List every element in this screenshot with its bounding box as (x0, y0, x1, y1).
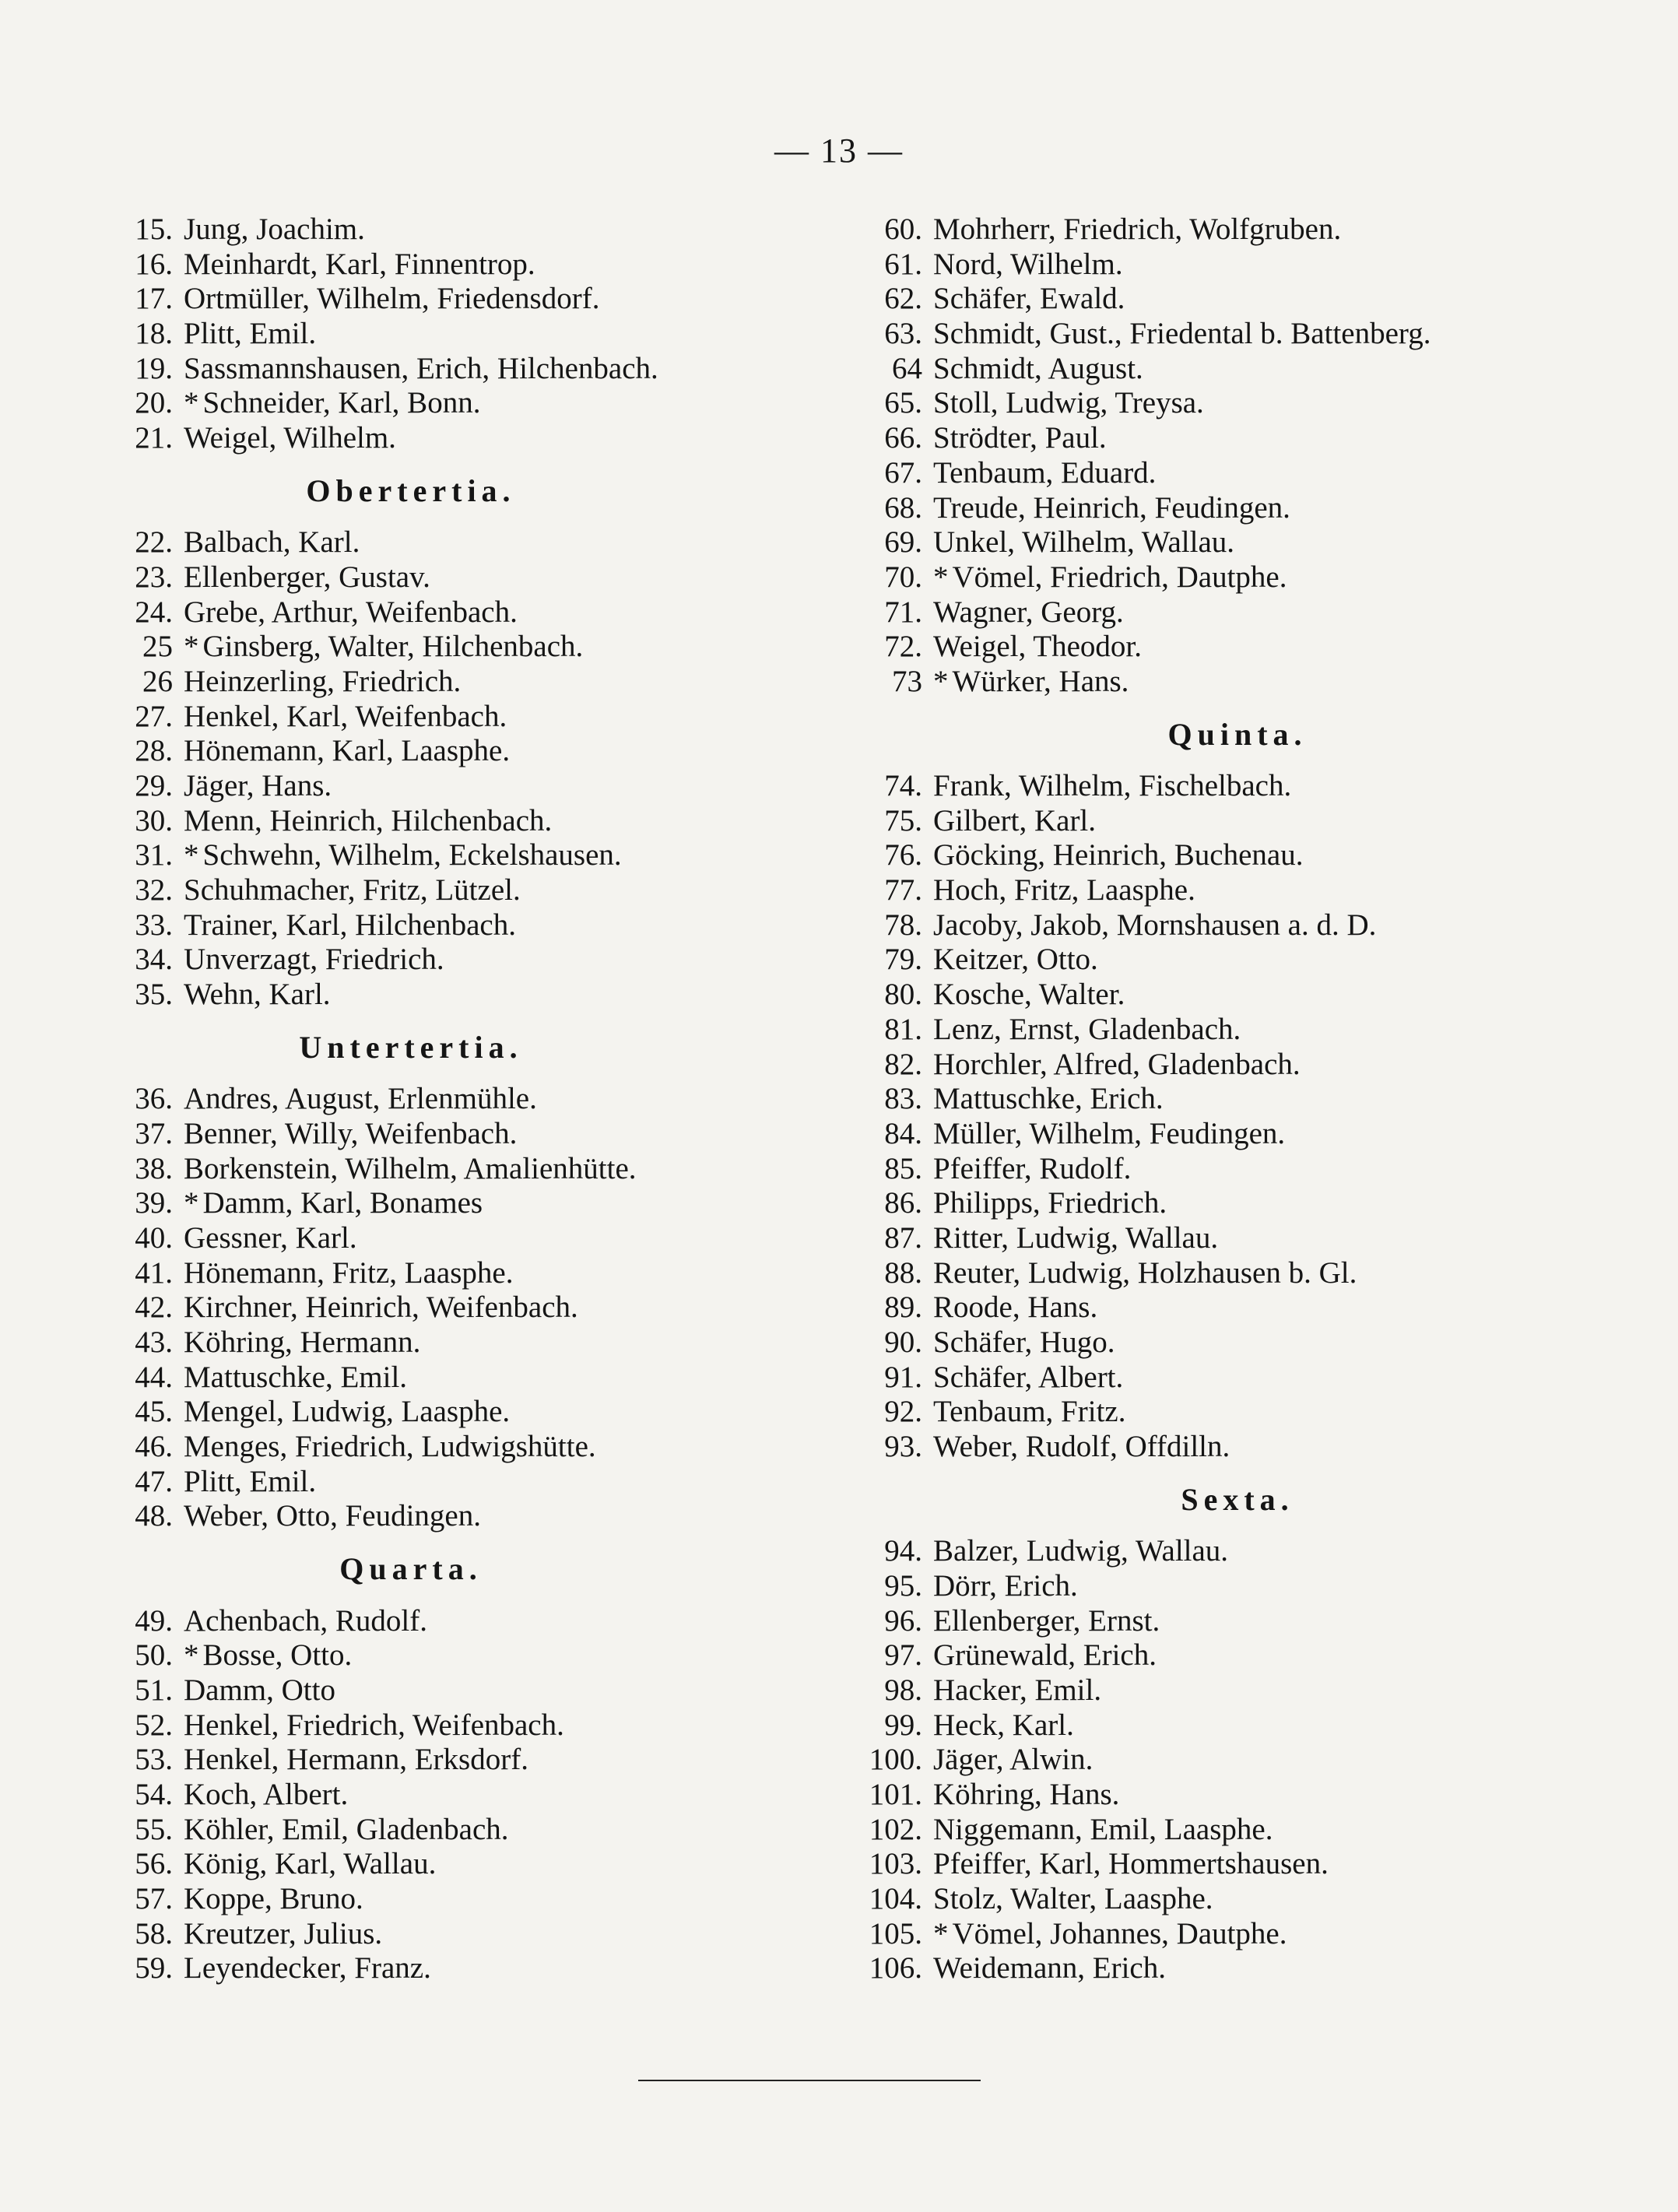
entry-number: 45. (135, 1395, 173, 1429)
student-entry (107, 1221, 746, 1256)
entry-number: 56. (135, 1847, 173, 1881)
entry-number: 64 (892, 351, 922, 385)
entry-number: 78. (884, 908, 922, 942)
student-entry (107, 525, 746, 560)
student-entry (844, 595, 1631, 630)
student-entry (844, 1395, 1631, 1430)
student-name: Wagner, Georg. (933, 595, 1124, 629)
entry-number: 93. (884, 1430, 922, 1464)
entry-number: 47. (135, 1464, 173, 1498)
entry-number: 74. (884, 769, 922, 803)
student-entry (107, 352, 746, 387)
entry-number: 94. (884, 1534, 922, 1568)
student-name: Bosse, Otto. (202, 1638, 353, 1673)
student-name: Kirchner, Heinrich, Weifenbach. (184, 1290, 578, 1325)
student-entry (107, 1256, 746, 1291)
student-name: Ellenberger, Ernst. (933, 1603, 1160, 1638)
entry-number: 98. (884, 1673, 922, 1707)
entry-number: 61. (884, 247, 922, 281)
entry-number: 25 (142, 630, 173, 664)
student-entry (107, 1465, 746, 1500)
student-entry (844, 1917, 1631, 1952)
entry-number: 65. (884, 386, 922, 420)
student-name: Heck, Karl. (933, 1708, 1074, 1742)
asterisk-mark: * (933, 560, 949, 594)
entry-number: 32. (135, 873, 173, 908)
student-entry (107, 1813, 746, 1848)
student-entry (844, 908, 1631, 943)
asterisk-mark: * (184, 630, 199, 664)
student-name: Schäfer, Hugo. (933, 1325, 1115, 1360)
asterisk-mark: * (184, 1638, 199, 1673)
student-entry (844, 1221, 1631, 1256)
student-name: Weigel, Theodor. (933, 630, 1142, 664)
student-name: Müller, Wilhelm, Feudingen. (933, 1116, 1286, 1150)
student-name: Schneider, Karl, Bonn. (202, 386, 481, 420)
student-entry (107, 1743, 746, 1778)
student-name: Mattuschke, Erich. (933, 1082, 1164, 1116)
entry-number: 81. (884, 1012, 922, 1046)
student-name: Andres, August, Erlenmühle. (184, 1082, 537, 1116)
student-entry (107, 1951, 746, 1986)
student-entry (107, 978, 746, 1013)
entry-number: 34. (135, 943, 173, 977)
entry-number: 52. (135, 1708, 173, 1742)
student-entry (107, 908, 746, 943)
student-entry (844, 1673, 1631, 1708)
student-name: Tenbaum, Eduard. (933, 455, 1157, 490)
student-entry (107, 386, 746, 421)
entry-number: 82. (884, 1047, 922, 1081)
student-entry (844, 804, 1631, 839)
entry-number: 63. (884, 317, 922, 351)
student-entry (844, 1569, 1631, 1604)
student-name: Mohrherr, Friedrich, Wolfgruben. (933, 212, 1342, 246)
entry-number: 31. (135, 838, 173, 873)
student-name: Weber, Rudolf, Offdilln. (933, 1430, 1230, 1464)
student-entry (844, 491, 1631, 526)
entry-number: 35. (135, 978, 173, 1012)
student-name: Vömel, Johannes, Dautphe. (952, 1916, 1287, 1950)
student-entry (844, 1951, 1631, 1986)
class-heading: Sexta. (1181, 1481, 1294, 1517)
entry-number: 41. (135, 1255, 173, 1290)
entry-number: 69. (884, 525, 922, 560)
entry-number: 19. (135, 351, 173, 385)
student-entry (107, 1847, 746, 1882)
entry-number: 50. (135, 1638, 173, 1673)
student-entry (107, 212, 746, 248)
student-entry (107, 595, 746, 630)
student-name: Göcking, Heinrich, Buchenau. (933, 838, 1304, 873)
entry-number: 97. (884, 1638, 922, 1673)
page-number: — 13 — (774, 132, 904, 170)
student-name: Hönemann, Karl, Laasphe. (184, 734, 511, 768)
entry-number: 27. (135, 699, 173, 733)
student-entry (844, 1778, 1631, 1813)
entry-number: 40. (135, 1220, 173, 1255)
student-name: Grebe, Arthur, Weifenbach. (184, 595, 518, 629)
student-name: Henkel, Friedrich, Weifenbach. (184, 1708, 564, 1742)
student-name: Sassmannshausen, Erich, Hilchenbach. (184, 351, 658, 385)
student-name: Lenz, Ernst, Gladenbach. (933, 1012, 1241, 1046)
student-name: Koppe, Bruno. (184, 1882, 363, 1916)
asterisk-mark: * (184, 838, 199, 873)
entry-number: 33. (135, 908, 173, 942)
student-entry (107, 734, 746, 769)
student-name: Balbach, Karl. (184, 525, 360, 560)
entry-number: 16. (135, 247, 173, 281)
student-name: Weber, Otto, Feudingen. (184, 1499, 481, 1533)
student-entry (844, 1290, 1631, 1325)
asterisk-mark: * (933, 664, 949, 698)
student-name: Gessner, Karl. (184, 1220, 357, 1255)
student-entry (844, 1813, 1631, 1848)
class-heading: Untertertia. (299, 1029, 523, 1065)
student-name: Menges, Friedrich, Ludwigshütte. (184, 1430, 596, 1464)
entry-number: 46. (135, 1430, 173, 1464)
asterisk-mark: * (184, 386, 199, 420)
entry-number: 92. (884, 1395, 922, 1429)
entry-number: 39. (135, 1186, 173, 1220)
entry-number: 28. (135, 734, 173, 768)
student-entry (107, 1638, 746, 1673)
student-name: Unkel, Wilhelm, Wallau. (933, 525, 1235, 560)
student-entry (844, 282, 1631, 317)
entry-number: 80. (884, 978, 922, 1012)
student-entry (107, 1395, 746, 1430)
student-name: Tenbaum, Fritz. (933, 1395, 1126, 1429)
student-name: Horchler, Alfred, Gladenbach. (933, 1047, 1301, 1081)
student-entry (844, 1186, 1631, 1221)
entry-number: 20. (135, 386, 173, 420)
student-name: Ortmüller, Wilhelm, Friedensdorf. (184, 282, 600, 316)
student-name: Meinhardt, Karl, Finnentrop. (184, 247, 535, 281)
student-entry (107, 248, 746, 283)
entry-number: 22. (135, 525, 173, 560)
entry-number: 70. (884, 560, 922, 594)
entry-number: 101. (869, 1777, 922, 1811)
student-entry (844, 212, 1631, 248)
student-name: Kreutzer, Julius. (184, 1916, 383, 1950)
student-name: Trainer, Karl, Hilchenbach. (184, 908, 516, 942)
entry-number: 43. (135, 1325, 173, 1360)
entry-number: 100. (869, 1743, 922, 1777)
student-entry (844, 1847, 1631, 1882)
entry-number: 75. (884, 803, 922, 837)
entry-number: 54. (135, 1777, 173, 1811)
asterisk-mark: * (184, 1186, 199, 1220)
student-name: Hacker, Emil. (933, 1673, 1102, 1707)
student-entry (107, 873, 746, 908)
student-name: Gilbert, Karl. (933, 803, 1097, 837)
class-heading: Quinta. (1167, 716, 1308, 752)
student-name: Mengel, Ludwig, Laasphe. (184, 1395, 511, 1429)
entry-number: 95. (884, 1568, 922, 1603)
student-name: Borkenstein, Wilhelm, Amalienhütte. (184, 1151, 637, 1185)
student-name: Stoll, Ludwig, Treysa. (933, 386, 1204, 420)
student-name: Schuhmacher, Fritz, Lützel. (184, 873, 521, 908)
student-name: Jacoby, Jakob, Mornshausen a. d. D. (933, 908, 1377, 942)
entry-number: 96. (884, 1603, 922, 1638)
student-entry (844, 665, 1631, 700)
student-entry (844, 456, 1631, 491)
class-heading: Quarta. (339, 1551, 483, 1587)
entry-number: 76. (884, 838, 922, 873)
student-name: Kosche, Walter. (933, 978, 1125, 1012)
entry-number: 66. (884, 421, 922, 455)
student-entry (844, 317, 1631, 352)
student-entry (107, 700, 746, 735)
entry-number: 73 (892, 664, 922, 698)
student-name: Pfeiffer, Rudolf. (933, 1151, 1132, 1185)
student-name: Heinzerling, Friedrich. (184, 664, 462, 698)
student-entry (107, 317, 746, 352)
student-name: Köhring, Hermann. (184, 1325, 421, 1360)
entry-number: 36. (135, 1082, 173, 1116)
entry-number: 84. (884, 1116, 922, 1150)
entry-number: 18. (135, 317, 173, 351)
student-entry (844, 248, 1631, 283)
student-entry (844, 943, 1631, 978)
entry-number: 23. (135, 560, 173, 594)
student-name: Nord, Wilhelm. (933, 247, 1123, 281)
entry-number: 106. (869, 1951, 922, 1986)
student-entry (107, 1152, 746, 1187)
entry-number: 60. (884, 212, 922, 246)
student-name: Jäger, Alwin. (933, 1743, 1094, 1777)
student-name: Strödter, Paul. (933, 421, 1107, 455)
student-name: Plitt, Emil. (184, 317, 317, 351)
student-entry (107, 1361, 746, 1396)
entry-number: 51. (135, 1673, 173, 1707)
student-name: Schwehn, Wilhelm, Eckelshausen. (202, 838, 622, 873)
entry-number: 68. (884, 490, 922, 525)
student-entry (107, 1325, 746, 1361)
student-name: Schäfer, Ewald. (933, 282, 1125, 316)
entry-number: 89. (884, 1290, 922, 1325)
entry-number: 104. (869, 1882, 922, 1916)
entry-number: 48. (135, 1499, 173, 1533)
student-name: Keitzer, Otto. (933, 943, 1098, 977)
student-name: Benner, Willy, Weifenbach. (184, 1116, 518, 1150)
entry-number: 99. (884, 1708, 922, 1742)
student-entry (844, 978, 1631, 1013)
entry-number: 26 (142, 664, 173, 698)
student-entry (107, 804, 746, 839)
student-name: Mattuschke, Emil. (184, 1360, 408, 1394)
entry-number: 91. (884, 1360, 922, 1394)
entry-number: 58. (135, 1916, 173, 1950)
class-heading: Obertertia. (306, 472, 516, 508)
student-name: Würker, Hans. (952, 664, 1129, 698)
student-name: Köhring, Hans. (933, 1777, 1120, 1811)
student-entry (107, 1082, 746, 1117)
student-entry (844, 1152, 1631, 1187)
student-entry (107, 421, 746, 456)
student-entry (107, 1186, 746, 1221)
student-entry (107, 769, 746, 804)
student-name: Henkel, Hermann, Erksdorf. (184, 1743, 528, 1777)
entry-number: 17. (135, 282, 173, 316)
entry-number: 30. (135, 803, 173, 837)
entry-number: 87. (884, 1220, 922, 1255)
entry-number: 49. (135, 1603, 173, 1638)
entry-number: 105. (869, 1916, 922, 1950)
student-entry (107, 1917, 746, 1952)
student-entry (844, 1430, 1631, 1465)
entry-number: 57. (135, 1882, 173, 1916)
student-name: Henkel, Karl, Weifenbach. (184, 699, 507, 733)
student-entry (844, 769, 1631, 804)
student-name: Unverzagt, Friedrich. (184, 943, 444, 977)
student-entry (844, 1048, 1631, 1083)
student-name: Philipps, Friedrich. (933, 1186, 1167, 1220)
student-entry (107, 1673, 746, 1708)
student-entry (107, 1290, 746, 1325)
student-name: Ginsberg, Walter, Hilchenbach. (202, 630, 584, 664)
entry-number: 72. (884, 630, 922, 664)
entry-number: 15. (135, 212, 173, 246)
student-name: Pfeiffer, Karl, Hommertshausen. (933, 1847, 1329, 1881)
student-name: Weidemann, Erich. (933, 1951, 1166, 1986)
student-entry (844, 1361, 1631, 1396)
student-entry (107, 1499, 746, 1534)
entry-number: 67. (884, 455, 922, 490)
student-entry (107, 1778, 746, 1813)
student-name: Roode, Hans. (933, 1290, 1098, 1325)
student-name: Schmidt, August. (933, 351, 1143, 385)
student-entry (107, 1117, 746, 1152)
student-name: König, Karl, Wallau. (184, 1847, 437, 1881)
student-name: Menn, Heinrich, Hilchenbach. (184, 803, 553, 837)
student-entry (107, 1708, 746, 1743)
entry-number: 90. (884, 1325, 922, 1360)
entry-number: 103. (869, 1847, 922, 1881)
entry-number: 59. (135, 1951, 173, 1986)
student-entry (844, 1743, 1631, 1778)
student-name: Niggemann, Emil, Laasphe. (933, 1812, 1273, 1846)
student-name: Köhler, Emil, Gladenbach. (184, 1812, 509, 1846)
student-name: Wehn, Karl. (184, 978, 331, 1012)
entry-number: 102. (869, 1812, 922, 1846)
student-name: Balzer, Ludwig, Wallau. (933, 1534, 1229, 1568)
student-entry (844, 560, 1631, 595)
student-name: Damm, Otto (184, 1673, 335, 1707)
student-entry (107, 1604, 746, 1639)
student-name: Plitt, Emil. (184, 1464, 317, 1498)
entry-number: 37. (135, 1116, 173, 1150)
student-entry (107, 838, 746, 873)
student-name: Frank, Wilhelm, Fischelbach. (933, 769, 1292, 803)
student-name: Grünewald, Erich. (933, 1638, 1157, 1673)
student-entry (844, 1604, 1631, 1639)
student-entry (844, 1638, 1631, 1673)
entry-number: 21. (135, 421, 173, 455)
student-entry (844, 838, 1631, 873)
student-name: Jung, Joachim. (184, 212, 365, 246)
entry-number: 24. (135, 595, 173, 629)
entry-number: 53. (135, 1743, 173, 1777)
student-entry (844, 421, 1631, 456)
student-name: Schäfer, Albert. (933, 1360, 1124, 1394)
entry-number: 62. (884, 282, 922, 316)
student-name: Weigel, Wilhelm. (184, 421, 396, 455)
student-entry (107, 1430, 746, 1465)
student-name: Damm, Karl, Bonames (202, 1186, 483, 1220)
student-entry (844, 1708, 1631, 1743)
student-name: Achenbach, Rudolf. (184, 1603, 427, 1638)
student-name: Stolz, Walter, Laasphe. (933, 1882, 1213, 1916)
entry-number: 42. (135, 1290, 173, 1325)
entry-number: 44. (135, 1360, 173, 1394)
student-entry (844, 386, 1631, 421)
student-entry (844, 1117, 1631, 1152)
student-name: Leyendecker, Franz. (184, 1951, 431, 1986)
student-entry (844, 1325, 1631, 1361)
student-name: Reuter, Ludwig, Holzhausen b. Gl. (933, 1255, 1357, 1290)
student-entry (844, 1256, 1631, 1291)
entry-number: 86. (884, 1186, 922, 1220)
entry-number: 77. (884, 873, 922, 908)
student-entry (844, 1534, 1631, 1569)
student-list-right-column (844, 212, 1631, 1986)
student-entry (844, 1082, 1631, 1117)
student-name: Hoch, Fritz, Laasphe. (933, 873, 1195, 908)
student-entry (844, 630, 1631, 665)
entry-number: 85. (884, 1151, 922, 1185)
student-name: Jäger, Hans. (184, 769, 332, 803)
student-name: Ellenberger, Gustav. (184, 560, 430, 594)
student-entry (107, 630, 746, 665)
student-entry (844, 352, 1631, 387)
entry-number: 55. (135, 1812, 173, 1846)
closing-rule (638, 2080, 981, 2081)
student-name: Hönemann, Fritz, Laasphe. (184, 1255, 514, 1290)
student-entry (107, 560, 746, 595)
asterisk-mark: * (933, 1916, 949, 1950)
student-name: Treude, Heinrich, Feudingen. (933, 490, 1290, 525)
student-entry (107, 1882, 746, 1917)
entry-number: 71. (884, 595, 922, 629)
student-list-left-column (107, 212, 746, 1986)
student-entry (107, 665, 746, 700)
student-entry (844, 525, 1631, 560)
entry-number: 38. (135, 1151, 173, 1185)
entry-number: 29. (135, 769, 173, 803)
student-name: Ritter, Ludwig, Wallau. (933, 1220, 1219, 1255)
student-name: Dörr, Erich. (933, 1568, 1078, 1603)
entry-number: 88. (884, 1255, 922, 1290)
entry-number: 79. (884, 943, 922, 977)
student-name: Schmidt, Gust., Friedental b. Battenberg. (933, 317, 1431, 351)
student-entry (107, 943, 746, 978)
entry-number: 83. (884, 1082, 922, 1116)
student-entry (844, 873, 1631, 908)
student-entry (844, 1882, 1631, 1917)
student-entry (844, 1013, 1631, 1048)
student-name: Vömel, Friedrich, Dautphe. (952, 560, 1287, 594)
student-entry (107, 282, 746, 317)
student-name: Koch, Albert. (184, 1777, 349, 1811)
